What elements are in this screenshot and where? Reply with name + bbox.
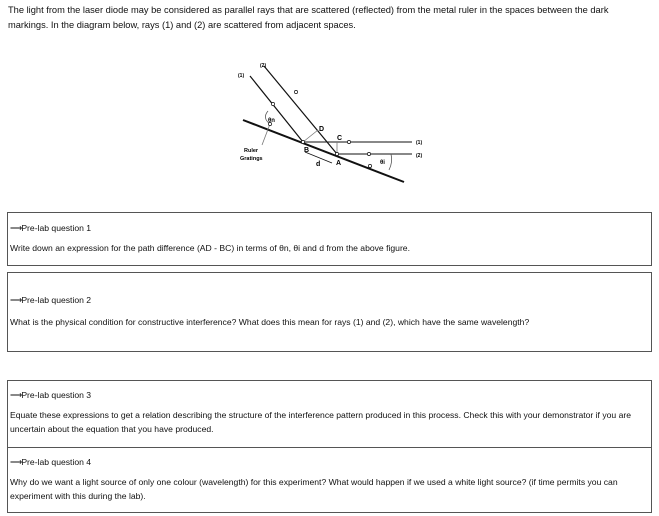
question-text: Why do we want a light source of only one colour (wavelength) for this experiment? What would happen if we used a white light source? (if time permits you can experiment with this during the lab). — [10, 477, 618, 501]
label-A: A — [336, 160, 342, 167]
question-box-2[interactable] — [7, 272, 652, 352]
arrow-icon: ⟶ — [10, 223, 22, 233]
perpendicular-BD — [303, 130, 318, 142]
label-ray2-top: (2) — [260, 63, 267, 69]
question-text: Equate these expressions to get a relation describing the structure of the interference pattern produced in this process. Check this with your demonstrator if you are uncertain about the equation that you have produced. — [10, 410, 631, 434]
label-B: B — [304, 147, 310, 154]
label-theta-n: θn — [268, 118, 275, 124]
question-title: Pre-lab question 4 — [21, 457, 92, 467]
label-D: D — [319, 126, 325, 133]
label-ray1-top: (1) — [238, 73, 245, 79]
label-theta-i: θi — [380, 160, 385, 166]
label-d: d — [316, 161, 321, 168]
theta-i-arc — [389, 154, 392, 170]
question-box-1[interactable] — [7, 212, 652, 266]
question-title: Pre-lab question 3 — [21, 390, 92, 400]
label-ruler: Ruler — [244, 148, 259, 154]
question-box-3[interactable] — [7, 380, 652, 448]
label-ray1-right: (1) — [416, 140, 423, 146]
arrow-icon: ⟶ — [10, 457, 22, 467]
arrow-icon: ⟶ — [10, 390, 22, 400]
question-title: Pre-lab question 1 — [21, 223, 92, 233]
question-text: What is the physical condition for constructive interference? What does this mean for rays (1) and (2), which have the same wavelength? — [10, 317, 530, 327]
diffraction-diagram — [0, 0, 659, 210]
label-ray2-right: (2) — [416, 153, 423, 159]
label-gratings: Gratings — [240, 156, 263, 162]
intro-text: The light from the laser diode may be considered as parallel rays that are scattered (reflected) from the metal ruler in the spaces between the dark markings. In the diagram below, rays (1) and (2) are scattered from adjacent spaces. — [8, 5, 609, 30]
question-box-4[interactable] — [7, 447, 652, 513]
question-text: Write down an expression for the path difference (AD - BC) in terms of θn, θi and d from the above figure. — [10, 243, 410, 253]
arrow-icon: ⟶ — [10, 295, 22, 305]
ray-2-incident — [264, 66, 337, 154]
label-C: C — [337, 135, 343, 142]
question-title: Pre-lab question 2 — [21, 295, 92, 305]
